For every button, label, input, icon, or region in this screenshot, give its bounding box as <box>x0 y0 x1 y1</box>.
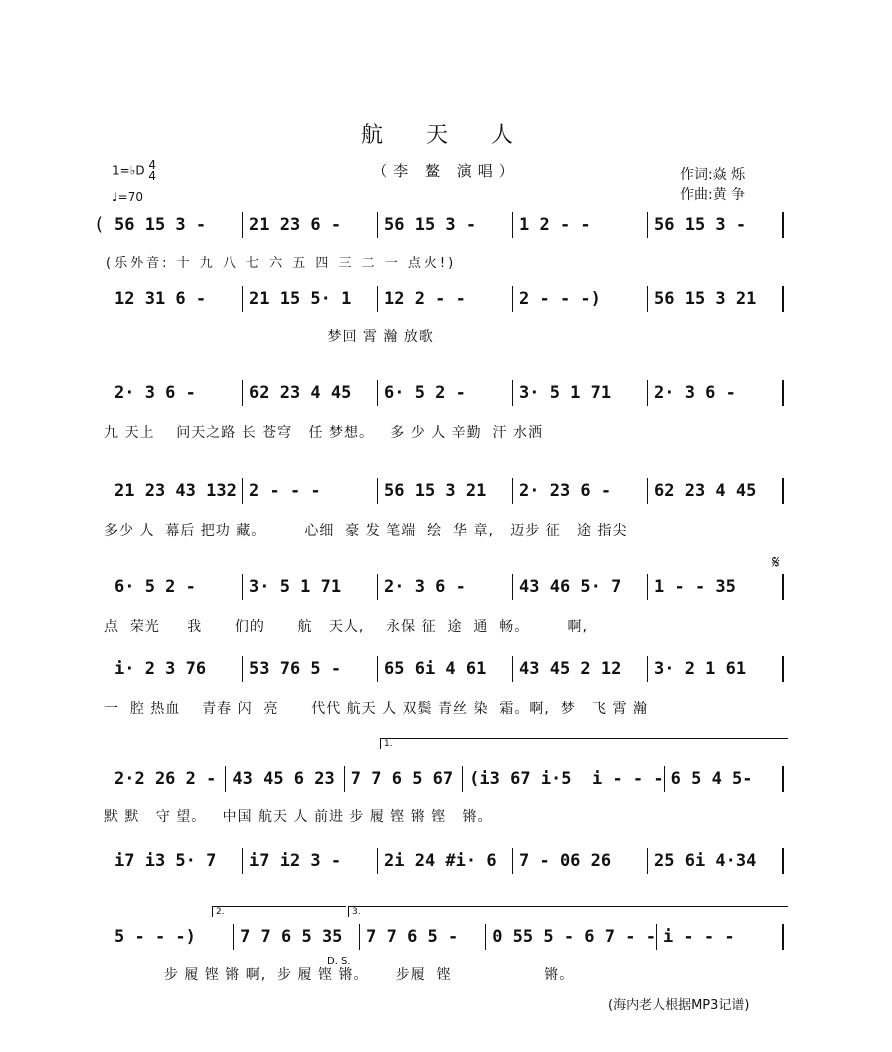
measure: 62 23 4 45 <box>243 380 378 406</box>
measure: 12 2 - - <box>378 286 513 312</box>
score-row-3 <box>108 380 784 406</box>
measure: 2 - - -) <box>513 286 648 312</box>
measure: 7 7 6 5 - <box>360 924 486 950</box>
measure: 56 15 3 21 <box>378 478 513 504</box>
score-row-4 <box>108 478 784 504</box>
measure: 2· 3 6 - <box>648 380 784 406</box>
measure: i· 2 3 76 <box>108 656 243 682</box>
measure: 1 2 - - <box>513 212 648 238</box>
lyric-line-6: 默 默 守 望。 中国 航天 人 前进 步 履 铿 锵 铿 锵。 <box>104 809 493 825</box>
measure: i7 i3 5· 7 <box>108 848 243 874</box>
measure: i7 i2 3 - <box>243 848 378 874</box>
lyricist-credit: 作词:焱 烁 <box>680 167 746 183</box>
measure: 7 7 6 5 67 <box>345 766 463 792</box>
measure: 43 45 6 23 <box>226 766 344 792</box>
measure: 62 23 4 45 <box>648 478 784 504</box>
volta-bracket-1: 1. <box>380 738 788 749</box>
tempo-marking: ♩=70 <box>112 190 143 204</box>
measure: 56 15 3 - <box>648 212 784 238</box>
dal-segno-marking: D. S. <box>327 956 351 967</box>
measure: 2· 23 6 - <box>513 478 648 504</box>
score-row-9 <box>108 924 784 950</box>
lyric-line-4: 点 荣光 我 们的 航 天人, 永保 征 途 通 畅。 啊, <box>104 619 588 635</box>
measure: 1 - - 35 <box>648 574 784 600</box>
measure: 43 46 5· 7 <box>513 574 648 600</box>
lyric-line-7: 步 履 铿 锵 啊, 步 履 铿 锵。 步履 铿 锵。 <box>104 967 575 983</box>
measure: (i3 67 i·5 i - - - <box>463 766 664 792</box>
measure: 6 5 4 5- <box>665 766 784 792</box>
measure: 2· 3 6 - <box>108 380 243 406</box>
transcriber-note: (海内老人根据MP3记谱) <box>608 998 750 1013</box>
measure: 21 15 5· 1 <box>243 286 378 312</box>
score-row-5 <box>108 574 784 600</box>
measure: 3· 5 1 71 <box>513 380 648 406</box>
measure: 3· 5 1 71 <box>243 574 378 600</box>
time-signature <box>148 160 156 182</box>
segno-icon: 𝄋 <box>772 552 780 573</box>
measure: 21 23 43 132 <box>108 478 243 504</box>
measure: 0 55 5 - 6 7 - - <box>486 924 657 950</box>
measure: 2· 3 6 - <box>378 574 513 600</box>
lyric-line-3: 多少 人 幕后 把功 藏。 心细 豪 发 笔端 绘 华 章, 迈步 征 途 指尖 <box>104 523 628 539</box>
volta-bracket-3: 3. <box>348 906 788 917</box>
key-label: 1=♭D <box>112 163 145 178</box>
score-row-8 <box>108 848 784 874</box>
measure: 2 - - - <box>243 478 378 504</box>
volta-bracket-2: 2. <box>212 906 346 917</box>
score-row-2 <box>108 286 784 312</box>
measure: 2·2 26 2 - <box>108 766 226 792</box>
intro-paren: ( <box>96 214 104 235</box>
measure: 53 76 5 - <box>243 656 378 682</box>
measure: 12 31 6 - <box>108 286 243 312</box>
measure: 3· 2 1 61 <box>648 656 784 682</box>
measure: 6· 5 2 - <box>108 574 243 600</box>
measure: 56 15 3 21 <box>648 286 784 312</box>
measure: 7 7 6 5 35 <box>234 924 360 950</box>
time-top: 4 <box>148 158 157 172</box>
score-row-1 <box>108 212 784 238</box>
measure: 7 - 06 26 <box>513 848 648 874</box>
lyric-line-2: 九 天上 问天之路 长 苍穹 任 梦想。 多 少 人 辛勤 汗 水洒 <box>104 425 544 441</box>
performer-subtitle: （李 鳌 演唱） <box>372 162 520 180</box>
measure: 5 - - -) <box>108 924 234 950</box>
measure: 2i 24 #i· 6 <box>378 848 513 874</box>
measure: 56 15 3 - <box>378 212 513 238</box>
score-row-6 <box>108 656 784 682</box>
measure: 6· 5 2 - <box>378 380 513 406</box>
measure: 65 6i 4 61 <box>378 656 513 682</box>
lyric-line-5: 一 腔 热血 青春 闪 亮 代代 航天 人 双鬓 青丝 染 霜。啊, 梦 飞 霄 瀚 <box>104 701 648 717</box>
lyric-line-1: 梦回 霄 瀚 放歌 <box>104 329 434 345</box>
key-signature <box>112 160 156 182</box>
measure: 56 15 3 - <box>108 212 243 238</box>
song-title: 航 天 人 <box>361 123 531 148</box>
measure: 43 45 2 12 <box>513 656 648 682</box>
composer-credit: 作曲:黄 争 <box>680 187 746 203</box>
measure: 25 6i 4·34 <box>648 848 784 874</box>
score-row-7 <box>108 766 784 792</box>
time-bottom: 4 <box>148 169 157 183</box>
measure: 21 23 6 - <box>243 212 378 238</box>
interlude-note: (乐外音: 十 九 八 七 六 五 四 三 二 一 点火!) <box>106 256 457 271</box>
measure: i - - - <box>657 924 784 950</box>
